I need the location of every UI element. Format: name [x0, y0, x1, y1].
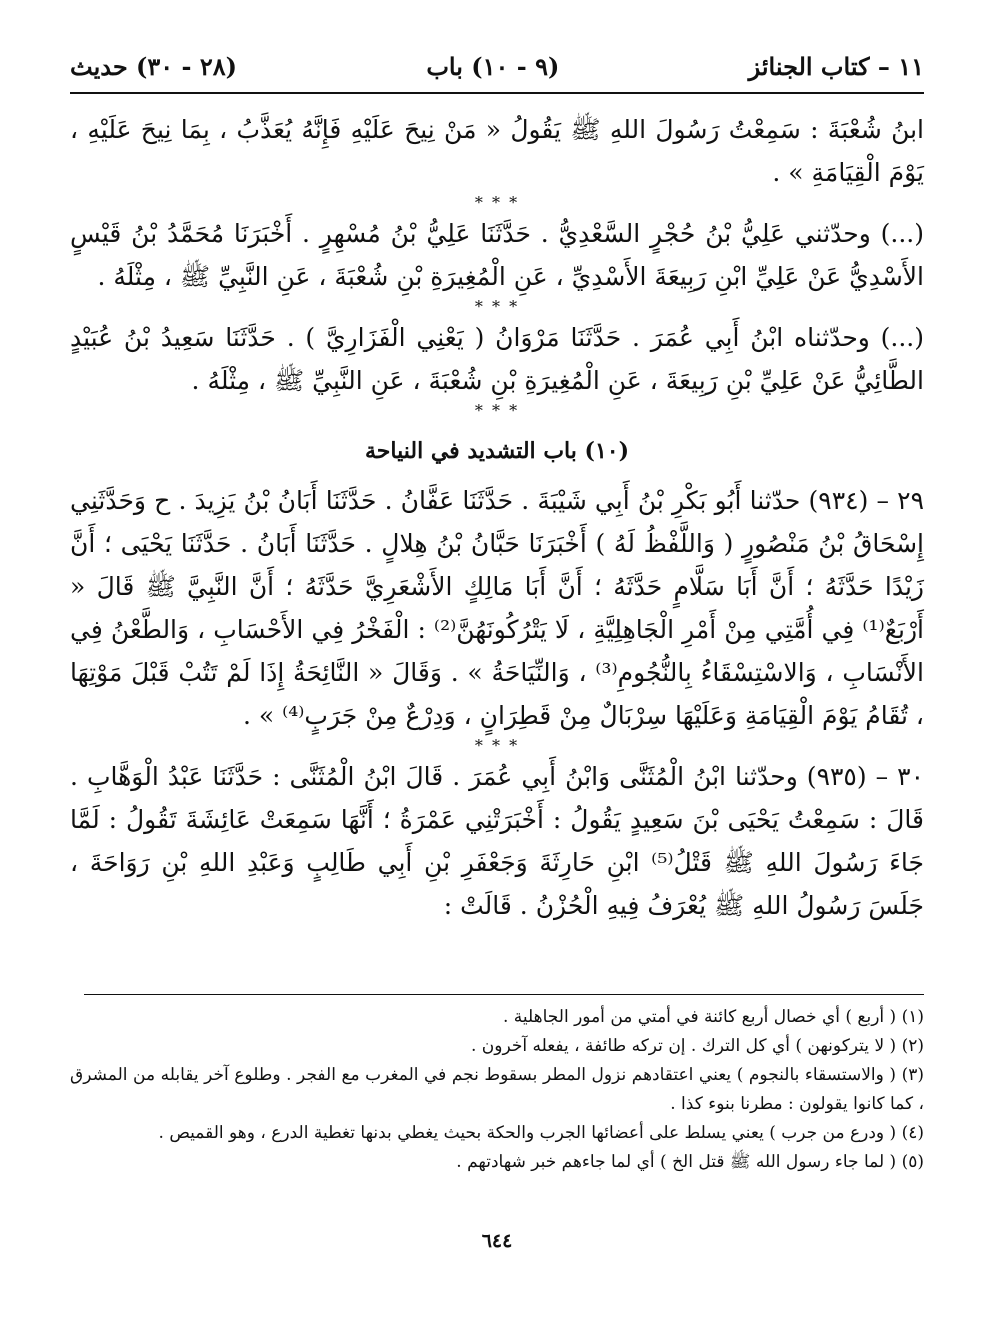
main-text — [70, 108, 924, 927]
separator-stars-1: * * * — [474, 193, 520, 212]
separator-stars-2: * * * — [474, 297, 520, 316]
paragraph-1: ابنُ شُعْبَةَ : سَمِعْتُ رَسُولَ اللهِ ﷺ يَقُولُ « مَنْ نِيحَ عَلَيْهِ فَإِنَّهُ يُعَذَّبُ ، بِمَا نِيحَ عَلَيْهِ ، يَوْمَ الْقِيَامَةِ » . — [70, 115, 924, 187]
footnote-4: (٤) ( ودرع من جرب ) يعني يسلط على أعضائها الجرب والحكة بحيث يغطي بدنها تغطية الدرع ، وهو القميص . — [158, 1123, 924, 1143]
header-hadith-range: (٢٨ - ٣٠) حديث — [70, 51, 237, 81]
footnote-3: (٣) ( والاستسقاء بالنجوم ) يعني اعتقادهم نزول المطر بسقوط نجم في المغرب مع الفجر . وطلوع آخر يقابله من المشرق ، كما كانوا يقولون : مطرنا بنوء كذا . — [70, 1065, 924, 1114]
separator-stars-3: * * * — [474, 401, 520, 420]
footnote-5: (٥) ( لما جاء رسول الله ﷺ قتل الخ ) أي لما جاءهم خبر شهادتهم . — [456, 1152, 924, 1172]
footnote-2: (٢) ( لا يتركونهن ) أي كل الترك . إن تركه طائفة ، يفعله آخرون . — [470, 1036, 924, 1056]
hadith-30: ٣٠ – (٩٣٥) وحدّثنا ابْنُ الْمُثَنَّى وَابْنُ أَبِي عُمَرَ . قَالَ ابْنُ الْمُثَنَّى : حَدَّثَنَا عَبْدُ الْوَهَّابِ . قَالَ : سَمِعْتُ يَحْيَى بْنَ سَعِيدٍ يَقُولُ : أَخْبَرَتْنِي عَمْرَةُ ؛ أَنَّهَا سَمِعَتْ عَائِشَةَ تَقُولُ : لَمَّا جَاءَ رَسُولَ اللهِ ﷺ قَتْلُ⁽⁵⁾ ابْنِ حَارِثَةَ وَجَعْفَرِ بْنِ أَبِي طَالِبٍ وَعَبْدِ اللهِ بْنِ رَوَاحَةَ ، جَلَسَ رَسُولُ اللهِ ﷺ يُعْرَفُ فِيهِ الْحُزْنُ . قَالَتْ : — [70, 762, 925, 920]
header-divider — [70, 92, 924, 94]
paragraph-3: (...) وحدّثناه ابْنُ أَبِي عُمَرَ . حَدَّثَنَا مَرْوَانُ ( يَعْنِي الْفَزَارِيَّ ) . حَدَّثَنَا سَعِيدُ بْنُ عُبَيْدٍ الطَّائِيُّ عَنْ عَلِيِّ بْنِ رَبِيعَةَ ، عَنِ الْمُغِيرَةِ بْنِ شُعْبَةَ ، عَنِ النَّبِيِّ ﷺ ، مِثْلَهُ . — [70, 323, 924, 395]
header-book-title: ١١ – كتاب الجنائز — [748, 51, 924, 81]
footnotes — [70, 1003, 924, 1177]
header-chapter-range: (٩ - ١٠) باب — [426, 51, 560, 81]
running-header — [70, 42, 924, 90]
separator-stars-4: * * * — [474, 736, 520, 755]
chapter-heading: (١٠) باب التشديد في النياحة — [365, 438, 629, 464]
page-number: ٦٤٤ — [481, 1230, 513, 1252]
footnote-1: (١) ( أربع ) أي خصال أربع كائنة في أمتي من أمور الجاهلية . — [502, 1007, 924, 1027]
hadith-29: ٢٩ – (٩٣٤) حدّثنا أَبُو بَكْرِ بْنُ أَبِي شَيْبَةَ . حَدَّثَنَا عَفَّانُ . حَدَّثَنَا أَبَانُ بْنُ يَزِيدَ . ح وَحَدَّثَنِي إِسْحَاقُ بْنُ مَنْصُورٍ ( وَاللَّفْظُ لَهُ ) أَخْبَرَنَا حَبَّانُ بْنُ هِلالٍ . حَدَّثَنَا أَبَانُ . حَدَّثَنَا يَحْيَى ؛ أَنَّ زَيْدًا حَدَّثَهُ ؛ أَنَّ أَبَا سَلَّامٍ حَدَّثَهُ ؛ أَنَّ أَبَا مَالِكٍ الأَشْعَرِيَّ حَدَّثَهُ ؛ أَنَّ النَّبِيَّ ﷺ قَالَ « أَرْبَعٌ⁽¹⁾ فِي أُمَّتِي مِنْ أَمْرِ الْجَاهِلِيَّةِ ، لَا يَتْرُكُونَهُنَّ⁽²⁾ : الْفَخْرُ فِي الأَحْسَابِ ، وَالطَّعْنُ فِي الأَنْسَابِ ، وَالاسْتِسْقَاءُ بِالنُّجُومِ⁽³⁾ ، وَالنِّيَاحَةُ » . وَقَالَ « النَّائِحَةُ إِذَا لَمْ تَتُبْ قَبْلَ مَوْتِهَا ، تُقَامُ يَوْمَ الْقِيَامَةِ وَعَلَيْهَا سِرْبَالٌ مِنْ قَطِرَانٍ ، وَدِرْعٌ مِنْ جَرَبٍ⁽⁴⁾ » . — [70, 486, 924, 730]
footnote-divider — [84, 994, 924, 995]
paragraph-2: (...) وحدّثني عَلِيُّ بْنُ حُجْرٍ السَّعْدِيُّ . حَدَّثَنَا عَلِيُّ بْنُ مُسْهِرٍ . أَخْبَرَنَا مُحَمَّدُ بْنُ قَيْسٍ الأَسْدِيُّ عَنْ عَلِيِّ ابْنِ رَبِيعَةَ الأَسْدِيِّ ، عَنِ الْمُغِيرَةِ بْنِ شُعْبَةَ ، عَنِ النَّبِيِّ ﷺ ، مِثْلَهُ . — [70, 219, 924, 291]
